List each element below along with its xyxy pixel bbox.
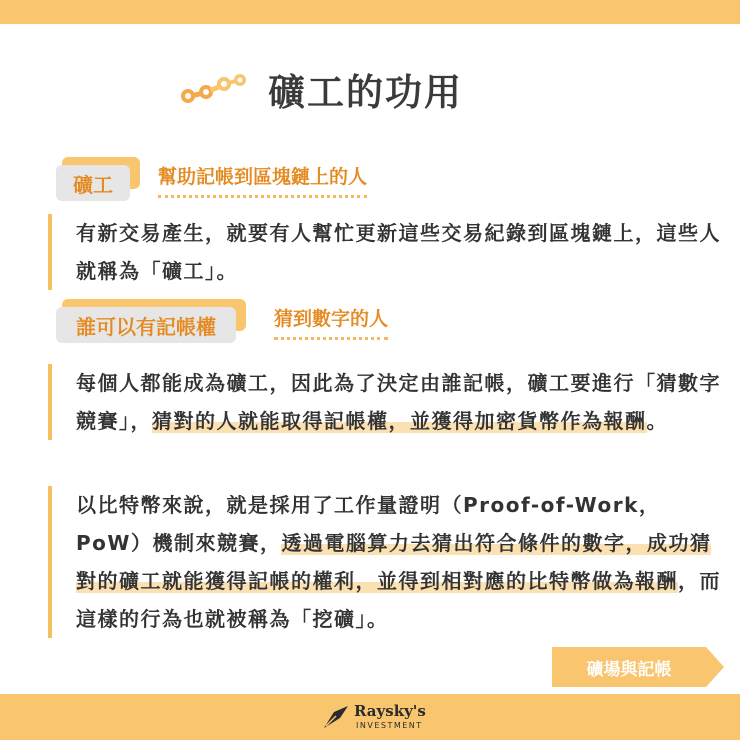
paragraph-guessing-game	[48, 364, 724, 440]
paragraph-text: 。	[646, 409, 668, 433]
page-title: 礦工的功用	[268, 71, 463, 114]
chain-link-icon	[176, 72, 248, 106]
section-tag-who-can-record	[56, 307, 236, 343]
paragraph-miner-definition: 有新交易產生，就要有人幫忙更新這些交易紀錄到區塊鏈上，這些人就稱為「礦工」。	[48, 214, 724, 290]
pen-nib-icon	[322, 704, 350, 730]
paragraph-text: 每個人都能成為礦工，因此為了決定由誰記帳，礦工要進行「猜數字競賽」，	[76, 371, 721, 433]
title-row	[0, 58, 740, 118]
section-desc: 幫助記帳到區塊鏈上的人	[158, 162, 367, 198]
brand-name: Raysky's	[354, 702, 426, 720]
section-tag-miner	[56, 165, 130, 201]
section-tag-label: 礦工	[56, 165, 130, 201]
next-topic-button[interactable]: 礦場與記帳	[552, 647, 706, 687]
paragraph-proof-of-work	[48, 486, 724, 638]
paragraph-text: 以比特幣來說，就是採用了工作量證明（Proof-of-Work，PoW）機制來競賽，	[76, 493, 661, 555]
section-tag-label: 誰可以有記帳權	[56, 307, 236, 343]
section-desc: 猜到數字的人	[274, 304, 388, 340]
highlighted-text: 透過電腦算力去猜出符合條件的數字，成功猜對的礦工就能獲得記帳的權利，並得到相對應的比特幣做為報酬	[76, 531, 712, 593]
brand-logo	[322, 702, 432, 734]
top-bar	[0, 0, 740, 24]
paragraph-text: ，而這樣的行為也就被稱為「挖礦」。	[76, 569, 721, 631]
arrow-right-icon[interactable]	[706, 647, 724, 687]
brand-subtitle: INVESTMENT	[356, 721, 423, 730]
highlighted-text: 猜對的人就能取得記帳權，並獲得加密貨幣作為報酬	[152, 409, 647, 433]
